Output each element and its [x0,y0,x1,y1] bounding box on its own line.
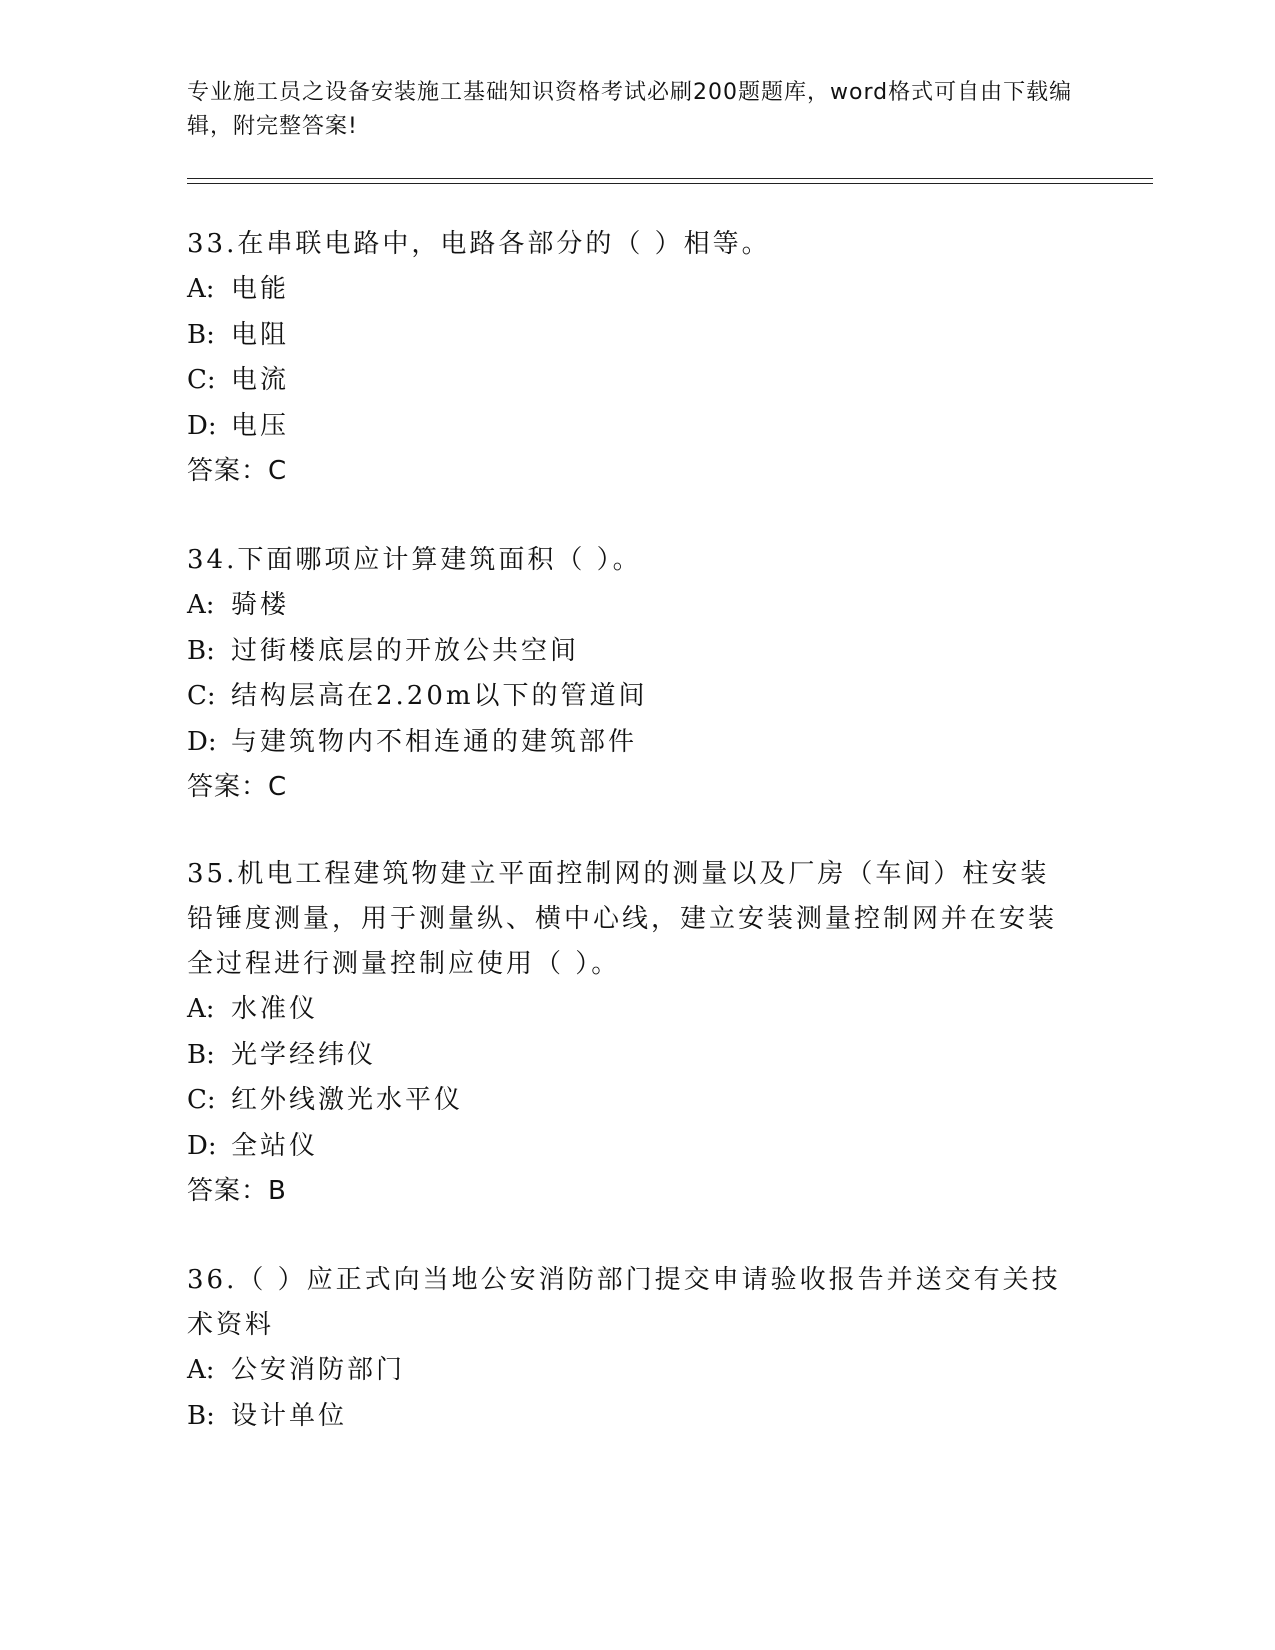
option-letter: D: [187,726,217,757]
document-header: 专业施工员之设备安装施工基础知识资格考试必刷200题题库，word格式可自由下载编辑，附完整答案! [187,80,1073,139]
option-text: 红外线激光水平仪 [231,1085,464,1115]
option-text: 设计单位 [231,1400,348,1431]
answer-line: 答案：B [187,1176,287,1206]
option-d [187,1124,1077,1170]
option-text: 水准仪 [231,994,319,1024]
question-35 [187,852,1077,1215]
option-letter: B: [187,1039,215,1070]
option-c [187,674,1077,720]
question-33 [187,222,1077,495]
option-c [187,358,1077,404]
option-letter: D: [187,1130,217,1161]
option-letter: A: [187,1355,215,1385]
option-letter: C: [187,1085,216,1115]
option-b [187,313,1077,359]
option-text: 骑楼 [231,590,290,620]
question-stem: 35.机电工程建筑物建立平面控制网的测量以及厂房（车间）柱安装铅锤度测量，用于测量纵、横中心线，建立安装测量控制网并在安装全过程进行测量控制应使用（ ）。 [187,859,1058,979]
option-text: 公安消防部门 [231,1355,406,1385]
option-text: 与建筑物内不相连通的建筑部件 [231,726,638,757]
option-text: 全站仪 [231,1130,319,1161]
option-letter: A: [187,274,215,304]
option-letter: A: [187,590,215,620]
question-stem: 36.（ ）应正式向当地公安消防部门提交申请验收报告并送交有关技术资料 [187,1265,1061,1340]
option-text: 电能 [231,274,290,304]
option-b [187,629,1077,675]
header-rule-bottom [187,183,1153,184]
option-a [187,583,1077,629]
question-34 [187,538,1077,811]
question-stem: 34.下面哪项应计算建筑面积（ ）。 [187,545,642,575]
option-text: 光学经纬仪 [231,1039,377,1070]
option-letter: D: [187,410,217,441]
option-letter: B: [187,1400,215,1431]
option-letter: B: [187,319,215,350]
option-text: 电流 [231,365,290,395]
option-text: 电阻 [231,319,290,350]
option-letter: C: [187,681,216,711]
answer-line: 答案：C [187,772,288,802]
header-rule-top [187,178,1153,179]
option-d [187,720,1077,766]
question-stem: 33.在串联电路中，电路各部分的（ ）相等。 [187,229,771,259]
option-letter: B: [187,635,215,666]
answer-line: 答案：C [187,456,288,486]
option-c [187,1078,1077,1124]
option-a [187,1348,1077,1394]
option-letter: C: [187,365,216,395]
option-b [187,1394,1077,1440]
option-b [187,1033,1077,1079]
question-36 [187,1258,1077,1439]
option-text: 电压 [231,410,290,441]
option-text: 结构层高在2.20m以下的管道间 [231,681,648,711]
option-a [187,267,1077,313]
option-a [187,987,1077,1033]
option-letter: A: [187,994,215,1024]
option-text: 过街楼底层的开放公共空间 [231,635,580,666]
option-d [187,404,1077,450]
